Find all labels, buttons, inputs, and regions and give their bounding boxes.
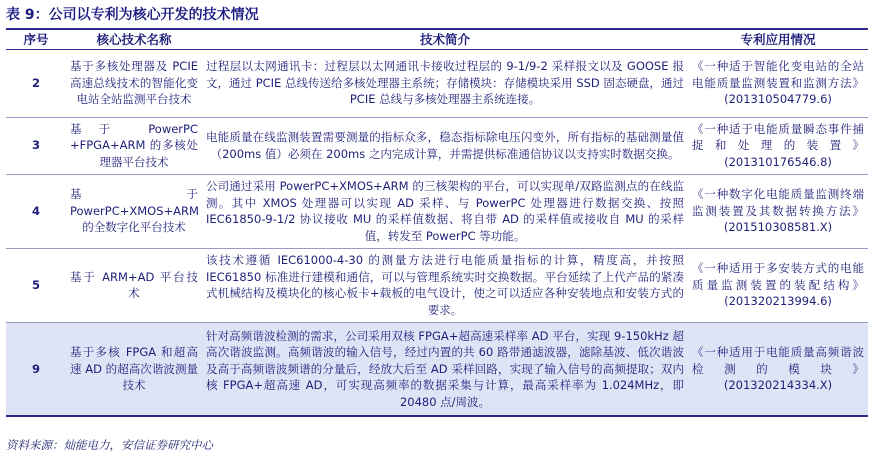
row-patent: 《一种适于智能化变电站的全站电能质量监测装置和监测方法》(201310504779.6) [688, 49, 868, 117]
row-patent: 《一种数字化电能质量监测终端监测装置及其数据转换方法》(201510308581.X) [688, 174, 868, 248]
header-tech: 核心技术名称 [66, 29, 202, 49]
header-patent: 专利应用情况 [688, 29, 868, 49]
table-title: 表 9：公司以专利为核心开发的技术情况 [6, 7, 259, 23]
row-num: 2 [6, 49, 66, 117]
header-num: 序号 [6, 29, 66, 49]
row-intro: 针对高频谐波检测的需求，公司采用双核 FPGA+超高速采样率 AD 平台，实现 9-150kHz 超高次谐波监测。高频谐波的输入信号，经过内置的共 60 路带通滤波器，滤除基波、低次谐波及高于高频谐波频谱的分量后，经放大后至 AD 采样回路，实现了输入信号的高频提取；双内核 FPGA+超高速 AD，可实现高频率的数据采集与计算，最高采样率为 1.024MHz，即 20480 点/周波。 [202, 322, 688, 416]
table-header-row [6, 29, 868, 49]
row-tech: 基于 PowerPC+XMOS+ARM 的全数字化平台技术 [66, 174, 202, 248]
row-intro: 过程层以太网通讯卡：过程层以太网通讯卡接收过程层的 9-1/9-2 采样报文以及 GOOSE 报文，通过 PCIE 总线传送给多核处理器主系统；存储模块：存储模块采用 SSD 固态硬盘，通过 PCIE 总线与多核处理器主系统连接。 [202, 49, 688, 117]
row-intro: 该技术遵循 IEC61000-4-30 的测量方法进行电能质量指标的计算，精度高，并按照 IEC61850 标准进行建模和通信，可以与管理系统实时交换数据。平台延续了上代产品的紧凑式机械结构及模块化的核心板卡+载板的电气设计，使之可以适应各种安装地点和安装方式的要求。 [202, 248, 688, 322]
table-row [6, 174, 868, 248]
source-note: 资料来源：灿能电力，安信证券研究中心 [6, 438, 213, 452]
row-tech: 基于 ARM+AD 平台技术 [66, 248, 202, 322]
row-num: 3 [6, 117, 66, 174]
table-row [6, 117, 868, 174]
row-patent: 《一种适用于电能质量高频谐波检测的模块》(201320214334.X) [688, 322, 868, 416]
table-row [6, 248, 868, 322]
row-num: 5 [6, 248, 66, 322]
row-tech: 基于多核 FPGA 和超高速 AD 的超高次谐波测量技术 [66, 322, 202, 416]
row-tech: 基于多核处理器及 PCIE 高速总线技术的智能化变电站全站监测平台技术 [66, 49, 202, 117]
row-patent: 《一种适用于多安装方式的电能质量监测装置的装配结构》(201320213994.6) [688, 248, 868, 322]
row-patent: 《一种适于电能质量瞬态事件捕捉和处理的装置》(201310176546.8) [688, 117, 868, 174]
table-row-highlighted [6, 322, 868, 416]
row-num: 9 [6, 322, 66, 416]
row-num: 4 [6, 174, 66, 248]
table-row [6, 49, 868, 117]
tech-table [6, 28, 868, 417]
row-intro: 电能质量在线监测装置需要测量的指标众多，稳态指标除电压闪变外，所有指标的基础测量值（200ms 值）必须在 200ms 之内完成计算，并需提供标准通信协议以支持实时数据交换。 [202, 117, 688, 174]
header-intro: 技术简介 [202, 29, 688, 49]
row-tech: 基于 PowerPC +FPGA+ARM 的多核处理器平台技术 [66, 117, 202, 174]
row-intro: 公司通过采用 PowerPC+XMOS+ARM 的三核架构的平台，可以实现单/双路监测点的在线监测。其中 XMOS 处理器可以实现 AD 采样、与 PowerPC 处理器进行数据交换、按照 IEC61850-9-1/2 协议接收 MU 的采样值数据、将自带 AD 的采样值或接收自 MU 的采样值，转发至 PowerPC 等功能。 [202, 174, 688, 248]
